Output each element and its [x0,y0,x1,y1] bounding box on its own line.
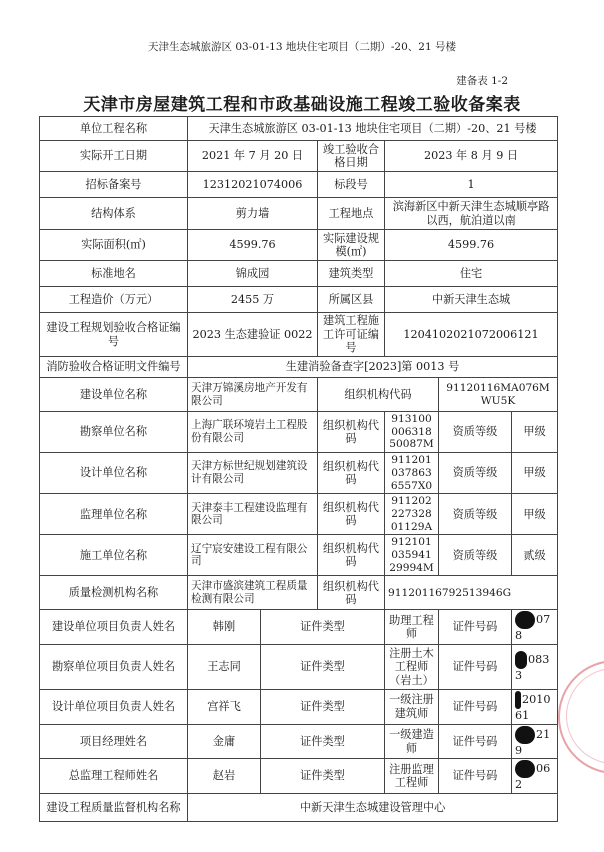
person-role: 勘察单位项目负责人姓名 [40,644,188,689]
person-title: 一级建造师 [385,724,439,758]
area-label: 实际面积(㎡) [40,230,188,261]
org-name: 天津万锦溪房地产开发有限公司 [188,378,318,412]
redaction-mark [515,726,535,744]
org-code: 913100006318 50087M [385,412,439,453]
redaction-mark [515,611,535,629]
qual-level: 贰级 [512,535,558,576]
org-role: 设计单位名称 [40,453,188,494]
person-role: 建设单位项目负责人姓名 [40,610,188,644]
org-row [40,378,558,412]
person-row [40,689,558,724]
document-title: 天津市房屋建筑工程和市政基础设施工程竣工验收备案表 [83,95,521,115]
cert-no-label: 证件号码 [439,644,512,689]
cert-type-label: 证件类型 [261,724,385,758]
org-code: 91120116MA076MWU5K [439,378,558,412]
filing-table [39,116,558,822]
cost-label: 工程造价（万元） [40,287,188,313]
fire-cert-value: 生建消验备查字[2023]第 0013 号 [188,357,558,378]
start-date-value: 2021 年 7 月 20 日 [188,141,318,172]
person-title: 助理工程师 [385,610,439,644]
cert-no [512,644,558,689]
org-row [40,412,558,453]
cert-no [512,689,558,724]
cert-no-visible: 062 [515,762,551,792]
org-row [40,494,558,535]
org-code-label: 组织机构代码 [318,412,385,453]
unit-project-label: 单位工程名称 [40,117,188,141]
person-title: 注册土木工程师（岩土） [385,644,439,689]
cert-no-visible: 0833 [515,653,550,683]
qual-level: 甲级 [512,494,558,535]
redaction-mark [515,651,527,669]
org-role: 勘察单位名称 [40,412,188,453]
qual-level-label: 资质等级 [439,494,512,535]
qual-level-label: 资质等级 [439,535,512,576]
org-row [40,535,558,576]
org-role: 监理单位名称 [40,494,188,535]
org-code: 911201037863 6557X0 [385,453,439,494]
scale-label: 实际建设规模(㎡) [318,230,385,261]
building-type-value: 住宅 [385,261,558,287]
location-label: 工程地点 [318,198,385,230]
cert-no-label: 证件号码 [439,759,512,793]
org-code: 912101035941 29994M [385,535,439,576]
start-date-label: 实际开工日期 [40,141,188,172]
district-label: 所属区县 [318,287,385,313]
org-code-label: 组织机构代码 [318,378,439,412]
person-row [40,644,558,689]
qual-level: 甲级 [512,453,558,494]
cost-value: 2455 万 [188,287,318,313]
place-name-value: 锦成园 [188,261,318,287]
person-row [40,610,558,644]
org-role: 建设单位名称 [40,378,188,412]
org-row [40,576,558,610]
org-role: 施工单位名称 [40,535,188,576]
district-value: 中新天津生态城 [385,287,558,313]
cert-no-visible: 201061 [515,693,551,723]
area-value: 4599.76 [188,230,318,261]
org-role: 质量检测机构名称 [40,576,188,610]
cert-type-label: 证件类型 [261,644,385,689]
cert-no [512,724,558,758]
location-value: 滨海新区中新天津生态城顺亭路以西，航泊道以南 [385,198,558,230]
cert-no-label: 证件号码 [439,610,512,644]
org-code-label: 组织机构代码 [318,453,385,494]
person-name: 王志同 [188,644,261,689]
tender-no-value: 12312021074006 [188,172,318,198]
cert-no [512,759,558,793]
permit-value: 1204102021072006121 [385,313,558,357]
person-title: 一级注册建筑师 [385,689,439,724]
org-code-label: 组织机构代码 [318,535,385,576]
permit-label: 建筑工程施工许可证编号 [318,313,385,357]
structure-label: 结构体系 [40,198,188,230]
cert-no-visible: 219 [515,727,551,757]
accept-date-value: 2023 年 8 月 9 日 [385,141,558,172]
form-number: 建备表 1-2 [456,75,508,87]
unit-project-value: 天津生态城旅游区 03-01-13 地块住宅项目（二期）-20、21 号楼 [188,117,558,141]
cert-type-label: 证件类型 [261,759,385,793]
building-type-label: 建筑类型 [318,261,385,287]
supervision-value: 中新天津生态城建设管理中心 [188,793,558,821]
project-header-line: 天津生态城旅游区 03-01-13 地块住宅项目（二期）-20、21 号楼 [148,41,456,53]
person-row [40,724,558,758]
person-title: 注册监理工程师 [385,759,439,793]
scale-value: 4599.76 [385,230,558,261]
person-role: 设计单位项目负责人姓名 [40,689,188,724]
org-name: 上海广联环境岩土工程股份有限公司 [188,412,318,453]
redaction-mark [515,760,535,778]
cert-no-visible: 078 [515,613,551,643]
cert-type-label: 证件类型 [261,689,385,724]
person-name: 宫祥飞 [188,689,261,724]
cert-no-label: 证件号码 [439,689,512,724]
cert-no [512,610,558,644]
supervision-label: 建设工程质量监督机构名称 [40,793,188,821]
accept-date-label: 竣工验收合格日期 [318,141,385,172]
person-name: 赵岩 [188,759,261,793]
fire-cert-label: 消防验收合格证明文件编号 [40,357,188,378]
planning-cert-label: 建设工程规划验收合格证编号 [40,313,188,357]
structure-value: 剪力墙 [188,198,318,230]
planning-cert-value: 2023 生态建验证 0022 [188,313,318,357]
org-name: 天津泰丰工程建设监理有限公司 [188,494,318,535]
org-code-label: 组织机构代码 [318,576,385,610]
qual-level: 甲级 [512,412,558,453]
org-code: 91120116792513946G [385,576,558,610]
org-name: 天津方标世纪规划建筑设计有限公司 [188,453,318,494]
person-role: 项目经理姓名 [40,724,188,758]
person-name: 韩刚 [188,610,261,644]
qual-level-label: 资质等级 [439,453,512,494]
cert-type-label: 证件类型 [261,610,385,644]
section-no-value: 1 [385,172,558,198]
section-no-label: 标段号 [318,172,385,198]
person-row [40,759,558,793]
person-role: 总监理工程师姓名 [40,759,188,793]
org-code-label: 组织机构代码 [318,494,385,535]
org-code: 911202227328 01129A [385,494,439,535]
place-name-label: 标准地名 [40,261,188,287]
person-name: 金庸 [188,724,261,758]
org-row [40,453,558,494]
redaction-mark [515,691,521,709]
org-name: 天津市盛滨建筑工程质量检测有限公司 [188,576,318,610]
org-name: 辽宁宸安建设工程有限公司 [188,535,318,576]
tender-no-label: 招标备案号 [40,172,188,198]
cert-no-label: 证件号码 [439,724,512,758]
qual-level-label: 资质等级 [439,412,512,453]
